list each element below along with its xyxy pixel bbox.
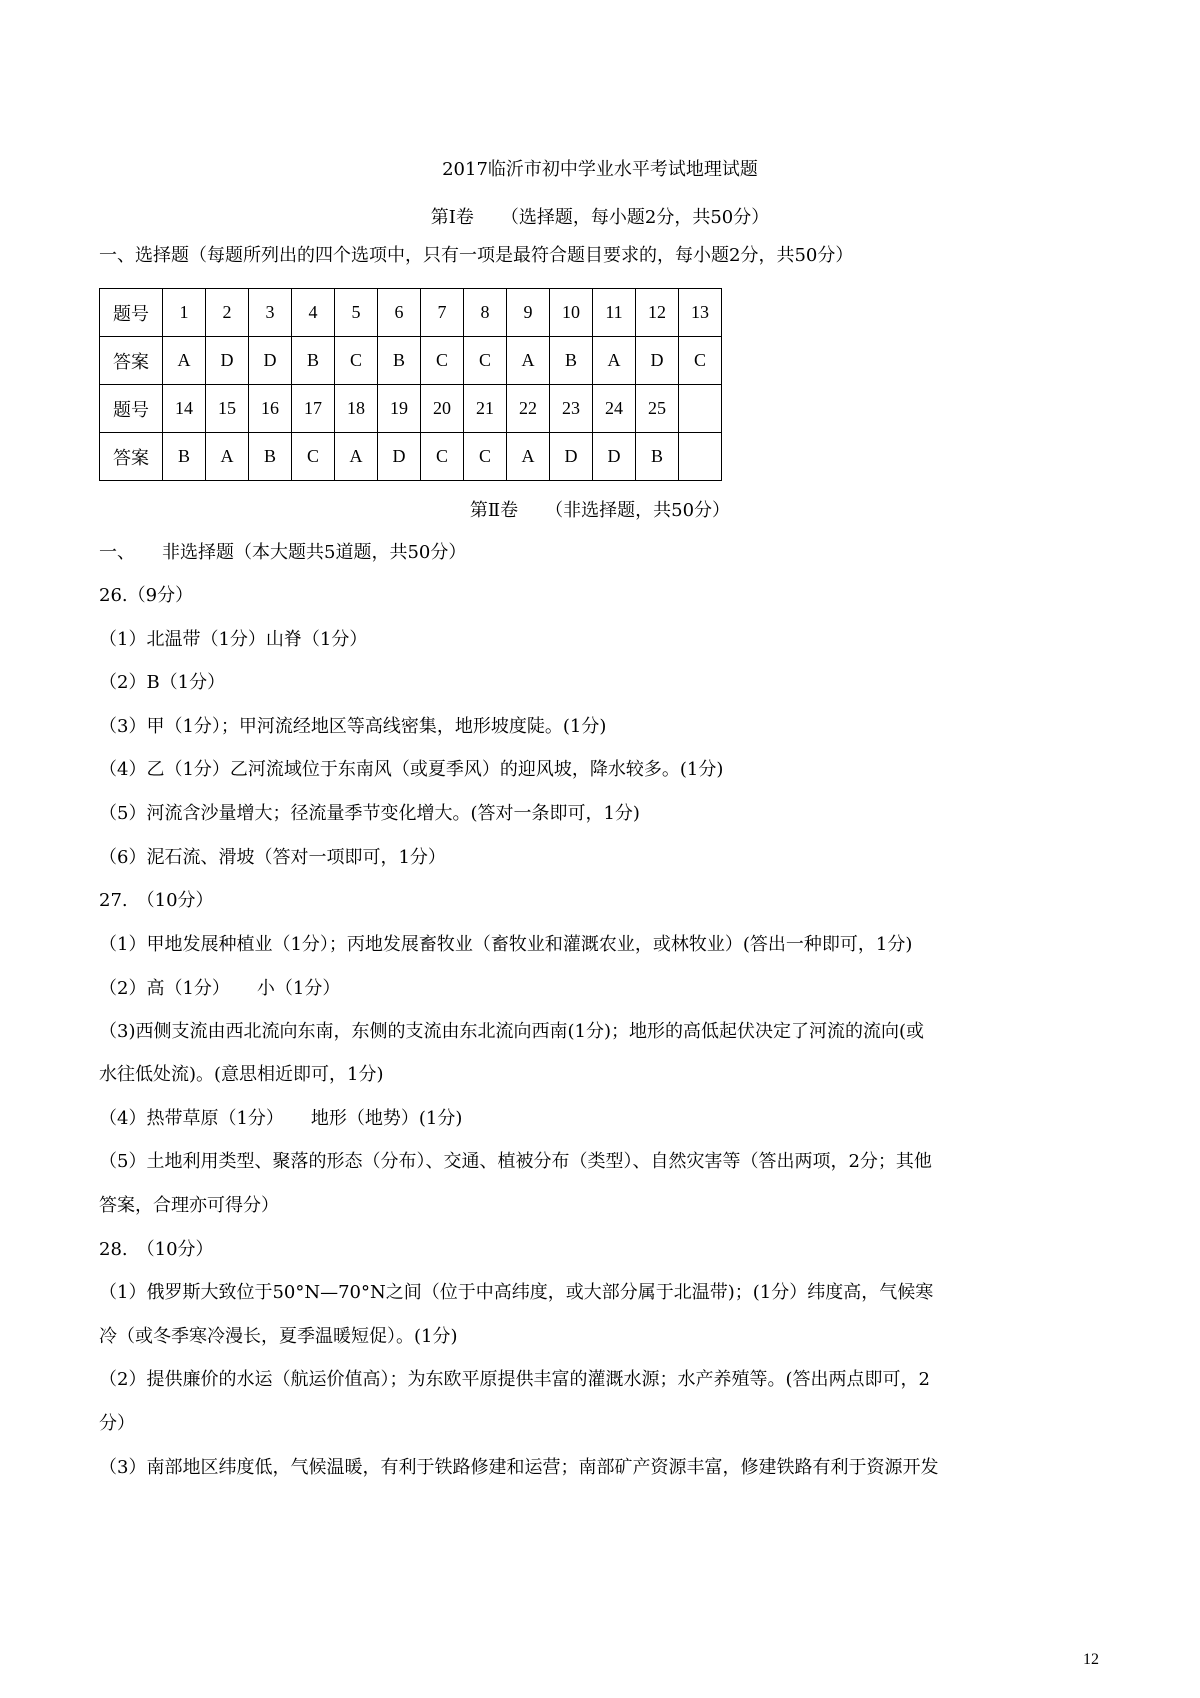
question-number-cell: 21 <box>464 385 507 433</box>
answer-line: （3）甲（1分）；甲河流经地区等高线密集，地形坡度陡。(1分) <box>99 716 607 737</box>
question-number-cell: 3 <box>249 289 292 337</box>
question-number-cell: 16 <box>249 385 292 433</box>
answer-cell: C <box>335 337 378 385</box>
answer-line: （6）泥石流、滑坡（答对一项即可，1分） <box>99 847 446 868</box>
document-title: 2017临沂市初中学业水平考试地理试题 <box>442 159 758 180</box>
answer-line: 26.（9分） <box>99 585 194 606</box>
answer-cell: B <box>636 433 679 481</box>
question-number-cell: 25 <box>636 385 679 433</box>
answer-cell: A <box>507 337 550 385</box>
question-number-cell: 6 <box>378 289 421 337</box>
question-number-cell: 24 <box>593 385 636 433</box>
answer-cell <box>679 433 722 481</box>
answer-cell: B <box>550 337 593 385</box>
question-number-cell: 19 <box>378 385 421 433</box>
answer-cell: A <box>593 337 636 385</box>
answer-line: （4）热带草原（1分） 地形（地势）(1分) <box>99 1108 463 1129</box>
answer-cell: D <box>550 433 593 481</box>
question-number-cell: 18 <box>335 385 378 433</box>
answer-line: 28. （10分） <box>99 1239 214 1260</box>
answer-cell: D <box>378 433 421 481</box>
question-number-label: 题号 <box>100 289 163 337</box>
question-number-cell: 2 <box>206 289 249 337</box>
answer-label: 答案 <box>100 433 163 481</box>
answer-cell: C <box>421 433 464 481</box>
answer-line: （5）土地利用类型、聚落的形态（分布）、交通、植被分布（类型）、自然灾害等（答出两项，2分；其他 <box>99 1151 932 1172</box>
section1-instruction: 一、选择题（每题所列出的四个选项中，只有一项是最符合题目要求的，每小题2分，共50分） <box>99 245 854 266</box>
answer-cell: C <box>464 337 507 385</box>
answer-cell: B <box>292 337 335 385</box>
question-number-cell: 15 <box>206 385 249 433</box>
section1-title: 第Ⅰ卷 （选择题，每小题2分，共50分） <box>430 207 770 228</box>
answer-label: 答案 <box>100 337 163 385</box>
answer-cell: B <box>163 433 206 481</box>
answer-cell: D <box>593 433 636 481</box>
answer-row <box>100 433 722 481</box>
answer-cell: B <box>249 433 292 481</box>
answer-line: （1）甲地发展种植业（1分）；丙地发展畜牧业（畜牧业和灌溉农业，或林牧业）(答出一种即可，1分) <box>99 934 913 955</box>
section2-title: 第Ⅱ卷 （非选择题，共50分） <box>469 500 731 521</box>
answer-line: 分） <box>99 1413 135 1434</box>
answer-line: （3）南部地区纬度低，气候温暖，有利于铁路修建和运营；南部矿产资源丰富，修建铁路有利于资源开发 <box>99 1457 939 1478</box>
answer-line: （4）乙（1分）乙河流域位于东南风（或夏季风）的迎风坡，降水较多。(1分) <box>99 759 724 780</box>
question-number-cell: 5 <box>335 289 378 337</box>
answer-cell: C <box>679 337 722 385</box>
question-number-cell: 22 <box>507 385 550 433</box>
answer-cell: A <box>335 433 378 481</box>
answer-cell: A <box>507 433 550 481</box>
answer-line: （2）提供廉价的水运（航运价值高）；为东欧平原提供丰富的灌溉水源；水产养殖等。(答出两点即可，2 <box>99 1369 930 1390</box>
answer-cell: D <box>206 337 249 385</box>
answer-cell: C <box>464 433 507 481</box>
answer-cell: C <box>421 337 464 385</box>
question-number-cell: 17 <box>292 385 335 433</box>
question-number-cell: 9 <box>507 289 550 337</box>
question-number-row <box>100 289 722 337</box>
answer-line: （2）高（1分） 小（1分） <box>99 978 341 999</box>
answer-line: 答案，合理亦可得分） <box>99 1195 279 1216</box>
question-number-cell: 23 <box>550 385 593 433</box>
question-number-cell: 10 <box>550 289 593 337</box>
answer-line: （3)西侧支流由西北流向东南，东侧的支流由东北流向西南(1分)；地形的高低起伏决定了河流的流向(或 <box>99 1021 924 1042</box>
question-number-cell: 13 <box>679 289 722 337</box>
answer-row <box>100 337 722 385</box>
question-number-cell: 20 <box>421 385 464 433</box>
question-number-cell: 8 <box>464 289 507 337</box>
page-number: 12 <box>1083 1651 1099 1668</box>
answer-cell: A <box>163 337 206 385</box>
answer-line: 27. （10分） <box>99 890 214 911</box>
answer-cell: B <box>378 337 421 385</box>
question-number-cell: 12 <box>636 289 679 337</box>
question-number-cell: 7 <box>421 289 464 337</box>
answer-cell: D <box>249 337 292 385</box>
question-number-row <box>100 385 722 433</box>
answer-line: 冷（或冬季寒冷漫长，夏季温暖短促）。(1分) <box>99 1326 458 1347</box>
question-number-cell: 1 <box>163 289 206 337</box>
answer-line: 水往低处流)。(意思相近即可，1分) <box>99 1064 384 1085</box>
question-number-cell <box>679 385 722 433</box>
answer-line: （2）B（1分） <box>99 672 226 693</box>
question-number-cell: 14 <box>163 385 206 433</box>
answer-cell: A <box>206 433 249 481</box>
answer-line: （1）北温带（1分）山脊（1分） <box>99 629 368 650</box>
answer-cell: D <box>636 337 679 385</box>
question-number-cell: 11 <box>593 289 636 337</box>
answer-line: （1）俄罗斯大致位于50°N—70°N之间（位于中高纬度，或大部分属于北温带)；(1分）纬度高，气候寒 <box>99 1282 934 1303</box>
answer-line: （5）河流含沙量增大；径流量季节变化增大。(答对一条即可，1分) <box>99 803 640 824</box>
answer-cell: C <box>292 433 335 481</box>
question-number-cell: 4 <box>292 289 335 337</box>
question-number-label: 题号 <box>100 385 163 433</box>
section2-instruction: 一、 非选择题（本大题共5道题，共50分） <box>99 542 467 563</box>
answer-table <box>99 288 722 481</box>
